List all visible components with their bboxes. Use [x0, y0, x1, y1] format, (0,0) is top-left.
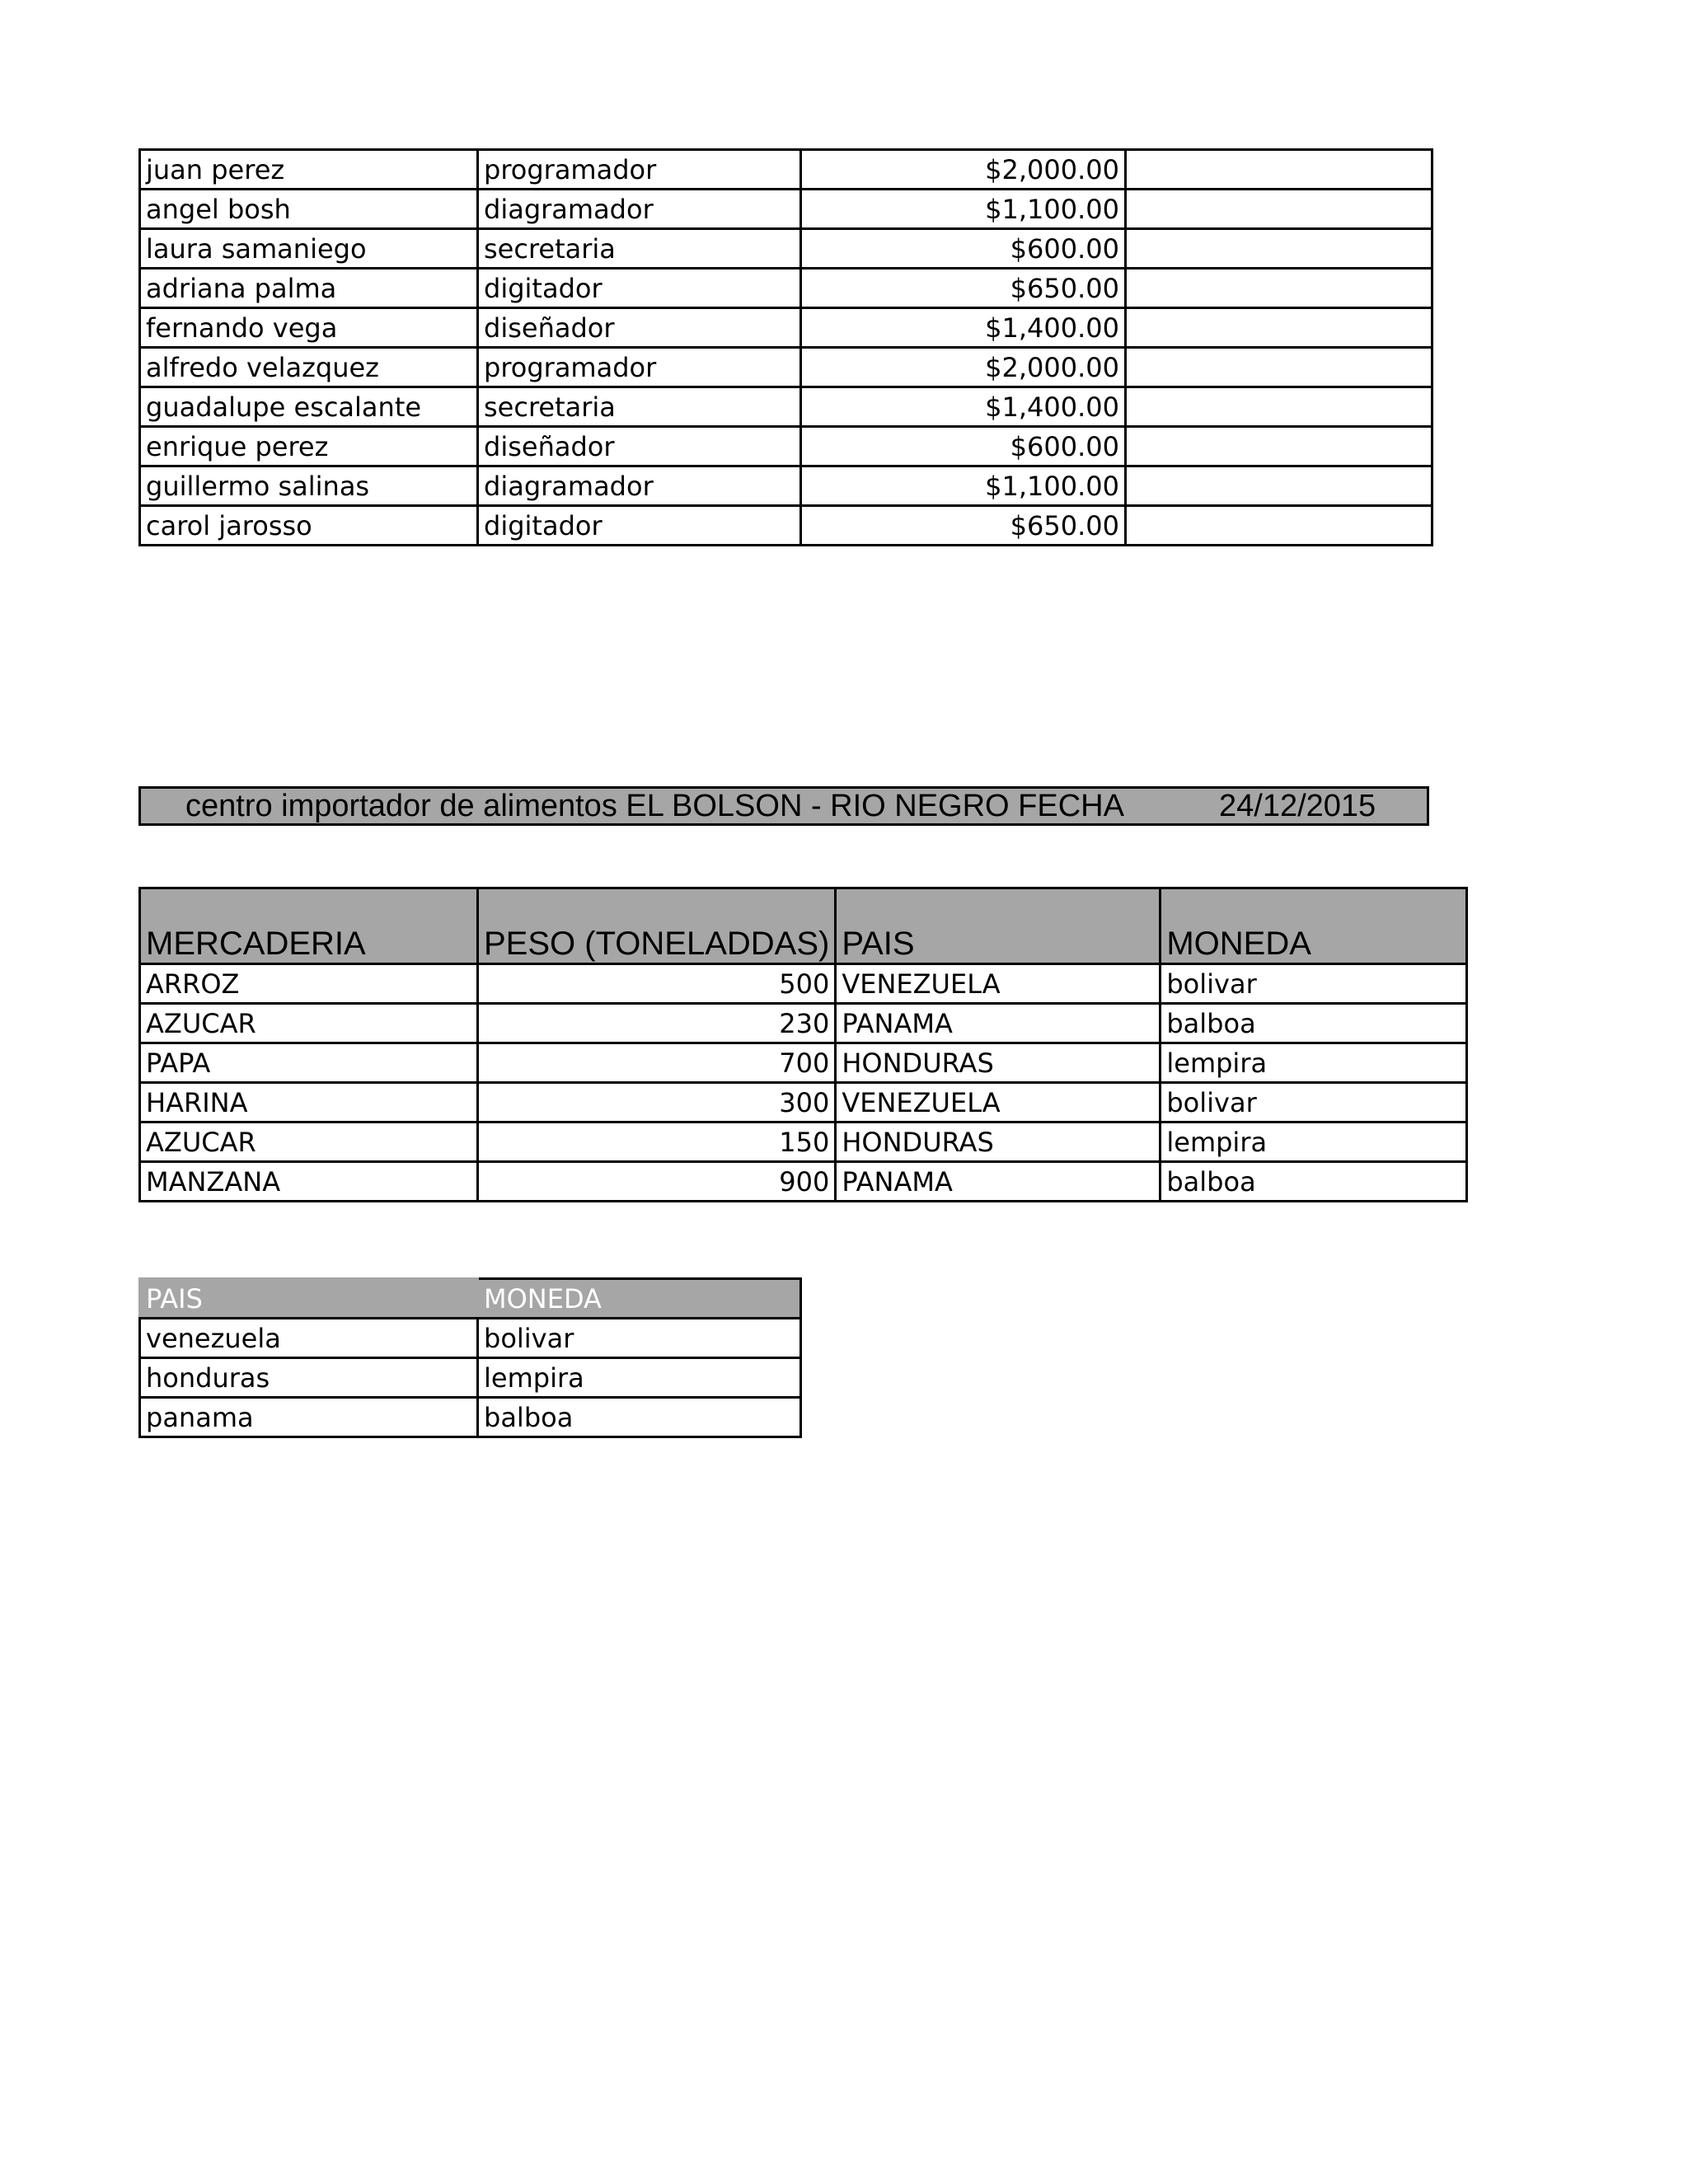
employee-row [140, 466, 1432, 506]
employee-role-cell: secretaria [478, 229, 801, 269]
goods-pais-cell: HONDURAS [836, 1043, 1160, 1083]
employee-extra-cell [1126, 229, 1432, 269]
goods-pais-cell: PANAMA [836, 1004, 1160, 1043]
goods-pais-cell: HONDURAS [836, 1122, 1160, 1162]
goods-moneda-cell: bolivar [1160, 964, 1467, 1004]
goods-mercaderia-cell: HARINA [140, 1083, 478, 1122]
employee-extra-cell [1126, 150, 1432, 190]
employee-salary-cell: $600.00 [801, 427, 1126, 466]
goods-table-body [140, 964, 1467, 1202]
employee-extra-cell [1126, 348, 1432, 387]
employee-name-cell: laura samaniego [140, 229, 478, 269]
employee-role-cell: secretaria [478, 387, 801, 427]
employee-name-cell: alfredo velazquez [140, 348, 478, 387]
employee-salary-cell: $1,400.00 [801, 308, 1126, 348]
employee-role-cell: programador [478, 348, 801, 387]
goods-row [140, 964, 1467, 1004]
employee-extra-cell [1126, 506, 1432, 546]
employee-salary-cell: $1,100.00 [801, 190, 1126, 229]
goods-header-moneda: MONEDA [1160, 888, 1467, 964]
title-bar [138, 786, 1429, 826]
currency-pais-cell: panama [140, 1398, 478, 1437]
currency-pais-cell: venezuela [140, 1319, 478, 1358]
employee-salary-cell: $650.00 [801, 269, 1126, 308]
employee-salary-cell: $2,000.00 [801, 150, 1126, 190]
goods-moneda-cell: balboa [1160, 1004, 1467, 1043]
goods-header-row [140, 888, 1467, 964]
employee-row [140, 348, 1432, 387]
employee-name-cell: carol jarosso [140, 506, 478, 546]
employee-row [140, 387, 1432, 427]
employee-salary-cell: $600.00 [801, 229, 1126, 269]
employee-row [140, 506, 1432, 546]
employee-role-cell: digitador [478, 506, 801, 546]
currency-header-row [140, 1279, 801, 1319]
employee-role-cell: diagramador [478, 466, 801, 506]
goods-row [140, 1122, 1467, 1162]
goods-mercaderia-cell: PAPA [140, 1043, 478, 1083]
employee-extra-cell [1126, 427, 1432, 466]
goods-peso-cell: 900 [478, 1162, 836, 1202]
employee-row [140, 427, 1432, 466]
employee-row [140, 269, 1432, 308]
employee-name-cell: angel bosh [140, 190, 478, 229]
goods-row [140, 1043, 1467, 1083]
goods-mercaderia-cell: MANZANA [140, 1162, 478, 1202]
goods-pais-cell: VENEZUELA [836, 1083, 1160, 1122]
currency-moneda-cell: bolivar [478, 1319, 801, 1358]
employee-role-cell: programador [478, 150, 801, 190]
employee-row [140, 190, 1432, 229]
employee-name-cell: fernando vega [140, 308, 478, 348]
goods-peso-cell: 150 [478, 1122, 836, 1162]
employee-role-cell: diagramador [478, 190, 801, 229]
employee-role-cell: diseñador [478, 308, 801, 348]
goods-row [140, 1162, 1467, 1202]
goods-peso-cell: 500 [478, 964, 836, 1004]
currency-moneda-cell: lempira [478, 1358, 801, 1398]
employee-salary-cell: $2,000.00 [801, 348, 1126, 387]
goods-peso-cell: 700 [478, 1043, 836, 1083]
employee-role-cell: digitador [478, 269, 801, 308]
employee-role-cell: diseñador [478, 427, 801, 466]
currency-table [138, 1277, 802, 1438]
employee-name-cell: enrique perez [140, 427, 478, 466]
goods-header-pais: PAIS [836, 888, 1160, 964]
currency-table-body [140, 1319, 801, 1437]
employee-extra-cell [1126, 269, 1432, 308]
employee-extra-cell [1126, 387, 1432, 427]
employee-extra-cell [1126, 190, 1432, 229]
employees-table-body [140, 150, 1432, 546]
employee-name-cell: adriana palma [140, 269, 478, 308]
currency-row [140, 1319, 801, 1358]
employee-row [140, 229, 1432, 269]
employee-row [140, 308, 1432, 348]
goods-moneda-cell: balboa [1160, 1162, 1467, 1202]
employee-row [140, 150, 1432, 190]
goods-peso-cell: 230 [478, 1004, 836, 1043]
employees-table [138, 148, 1433, 546]
title-date: 24/12/2015 [1219, 789, 1376, 823]
currency-header-moneda: MONEDA [478, 1279, 801, 1319]
employee-salary-cell: $1,400.00 [801, 387, 1126, 427]
employee-name-cell: guadalupe escalante [140, 387, 478, 427]
goods-moneda-cell: lempira [1160, 1043, 1467, 1083]
goods-table [138, 887, 1468, 1202]
goods-moneda-cell: bolivar [1160, 1083, 1467, 1122]
employee-name-cell: guillermo salinas [140, 466, 478, 506]
employee-extra-cell [1126, 466, 1432, 506]
currency-row [140, 1358, 801, 1398]
employee-salary-cell: $1,100.00 [801, 466, 1126, 506]
currency-header-pais: PAIS [140, 1279, 478, 1319]
goods-header-mercaderia: MERCADERIA [140, 888, 478, 964]
goods-pais-cell: PANAMA [836, 1162, 1160, 1202]
goods-moneda-cell: lempira [1160, 1122, 1467, 1162]
employee-extra-cell [1126, 308, 1432, 348]
goods-peso-cell: 300 [478, 1083, 836, 1122]
goods-header-peso: PESO (TONELADDAS) [478, 888, 836, 964]
employee-name-cell: juan perez [140, 150, 478, 190]
goods-mercaderia-cell: AZUCAR [140, 1004, 478, 1043]
employee-salary-cell: $650.00 [801, 506, 1126, 546]
title-text: centro importador de alimentos EL BOLSON - RIO NEGRO FECHA [185, 789, 1124, 823]
currency-row [140, 1398, 801, 1437]
currency-pais-cell: honduras [140, 1358, 478, 1398]
goods-pais-cell: VENEZUELA [836, 964, 1160, 1004]
currency-moneda-cell: balboa [478, 1398, 801, 1437]
goods-row [140, 1083, 1467, 1122]
goods-row [140, 1004, 1467, 1043]
goods-mercaderia-cell: ARROZ [140, 964, 478, 1004]
goods-mercaderia-cell: AZUCAR [140, 1122, 478, 1162]
